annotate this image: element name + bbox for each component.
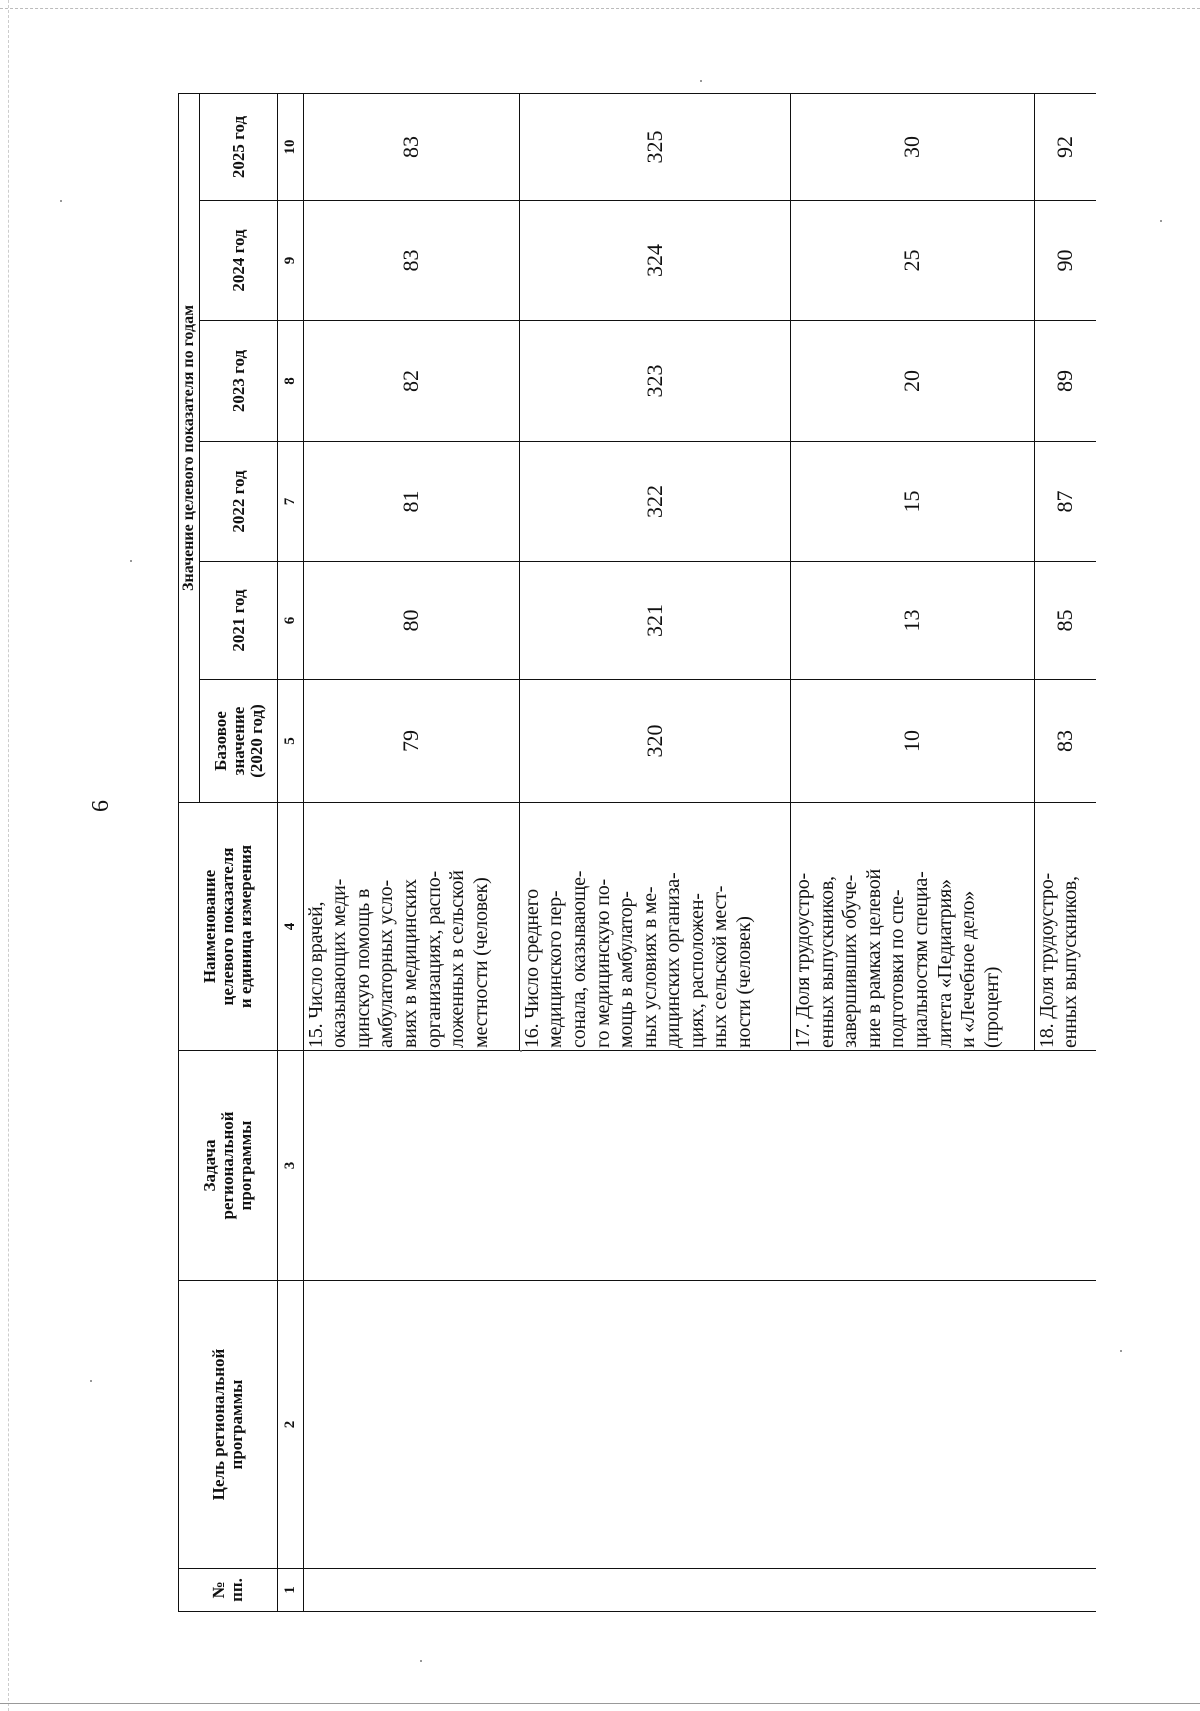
scan-speck bbox=[520, 1050, 522, 1052]
header-year-2025: 2025 год bbox=[199, 93, 277, 200]
indicator-name: 15. Число врачей, оказывающих меди- цинскую помощь в амбулаторных усло- виях в медицинских организациях, распо- ложенных в сельской местности (человек) bbox=[303, 803, 519, 1051]
page-number: 6 bbox=[88, 800, 114, 812]
indicator-name: 17. Доля трудоустро- енных выпускников, завершивших обуче- ние в рамках целевой подготовки по спе- циальностям специа- литета «Педиатрия» и «Лечебное дело» (процент) bbox=[790, 803, 1034, 1051]
scan-speck bbox=[1160, 220, 1162, 222]
value-2022: 81 bbox=[303, 442, 519, 562]
scan-speck bbox=[60, 200, 62, 202]
indicator-name: 16. Число среднего медицинского пер- сонала, оказывающе- го медицинскую по- мощь в амбулатор- ных условиях в ме- дицинских организа- циях, расположен- ных сельской мест- ности (человек) bbox=[519, 803, 790, 1051]
top-scan-rule bbox=[0, 8, 1200, 9]
bottom-scan-rule bbox=[0, 1703, 1200, 1704]
value-2022: 322 bbox=[519, 442, 790, 562]
value-2025: 83 bbox=[303, 93, 519, 200]
column-number: 10 bbox=[278, 93, 303, 200]
scan-speck bbox=[130, 560, 132, 562]
column-number: 5 bbox=[278, 680, 303, 803]
table-row bbox=[303, 93, 519, 1611]
header-task: Задача региональной программы bbox=[179, 1051, 278, 1281]
indicator-name: 18. Доля трудоустро- енных выпускников, bbox=[1034, 803, 1096, 1051]
header-year-2021: 2021 год bbox=[199, 562, 277, 680]
base-value: 320 bbox=[519, 680, 790, 803]
value-2021: 321 bbox=[519, 562, 790, 680]
column-number: 3 bbox=[278, 1051, 303, 1281]
value-2023: 20 bbox=[790, 321, 1034, 442]
base-value: 83 bbox=[1034, 680, 1096, 803]
left-scan-rule bbox=[8, 0, 9, 1711]
base-value: 79 bbox=[303, 680, 519, 803]
value-2024: 25 bbox=[790, 201, 1034, 321]
value-2023: 89 bbox=[1034, 321, 1096, 442]
indicator-table bbox=[178, 93, 1096, 1612]
header-row-1 bbox=[179, 93, 200, 1611]
column-number: 2 bbox=[278, 1281, 303, 1569]
column-number: 4 bbox=[278, 803, 303, 1051]
scan-speck bbox=[420, 1660, 422, 1662]
value-2025: 325 bbox=[519, 93, 790, 200]
value-2024: 90 bbox=[1034, 201, 1096, 321]
header-year-2022: 2022 год bbox=[199, 442, 277, 562]
column-number-row bbox=[278, 93, 303, 1611]
value-2024: 324 bbox=[519, 201, 790, 321]
header-year-2023: 2023 год bbox=[199, 321, 277, 442]
scan-speck bbox=[700, 80, 702, 82]
column-number: 9 bbox=[278, 201, 303, 321]
value-2025: 92 bbox=[1034, 93, 1096, 200]
value-2023: 82 bbox=[303, 321, 519, 442]
value-2024: 83 bbox=[303, 201, 519, 321]
value-2025: 30 bbox=[790, 93, 1034, 200]
scan-speck bbox=[1120, 1350, 1122, 1352]
value-2023: 323 bbox=[519, 321, 790, 442]
header-num: № пп. bbox=[179, 1569, 278, 1612]
num-cell bbox=[303, 1569, 1096, 1612]
goal-cell bbox=[303, 1281, 1096, 1569]
rotated-table-container bbox=[178, 94, 1096, 1612]
value-2021: 85 bbox=[1034, 562, 1096, 680]
header-year-2024: 2024 год bbox=[199, 201, 277, 321]
column-number: 7 bbox=[278, 442, 303, 562]
value-2021: 13 bbox=[790, 562, 1034, 680]
header-base: Базовое значение (2020 год) bbox=[199, 680, 277, 803]
value-2021: 80 bbox=[303, 562, 519, 680]
value-2022: 15 bbox=[790, 442, 1034, 562]
column-number: 6 bbox=[278, 562, 303, 680]
task-cell bbox=[303, 1051, 1096, 1281]
column-number: 1 bbox=[278, 1569, 303, 1612]
header-goal: Цель региональной программы bbox=[179, 1281, 278, 1569]
scan-speck bbox=[90, 1380, 92, 1382]
value-2022: 87 bbox=[1034, 442, 1096, 562]
column-number: 8 bbox=[278, 321, 303, 442]
header-indicator: Наименование целевого показателя и единица измерения bbox=[179, 803, 278, 1051]
base-value: 10 bbox=[790, 680, 1034, 803]
header-values-by-year: Значение целевого показателя по годам bbox=[179, 93, 200, 802]
